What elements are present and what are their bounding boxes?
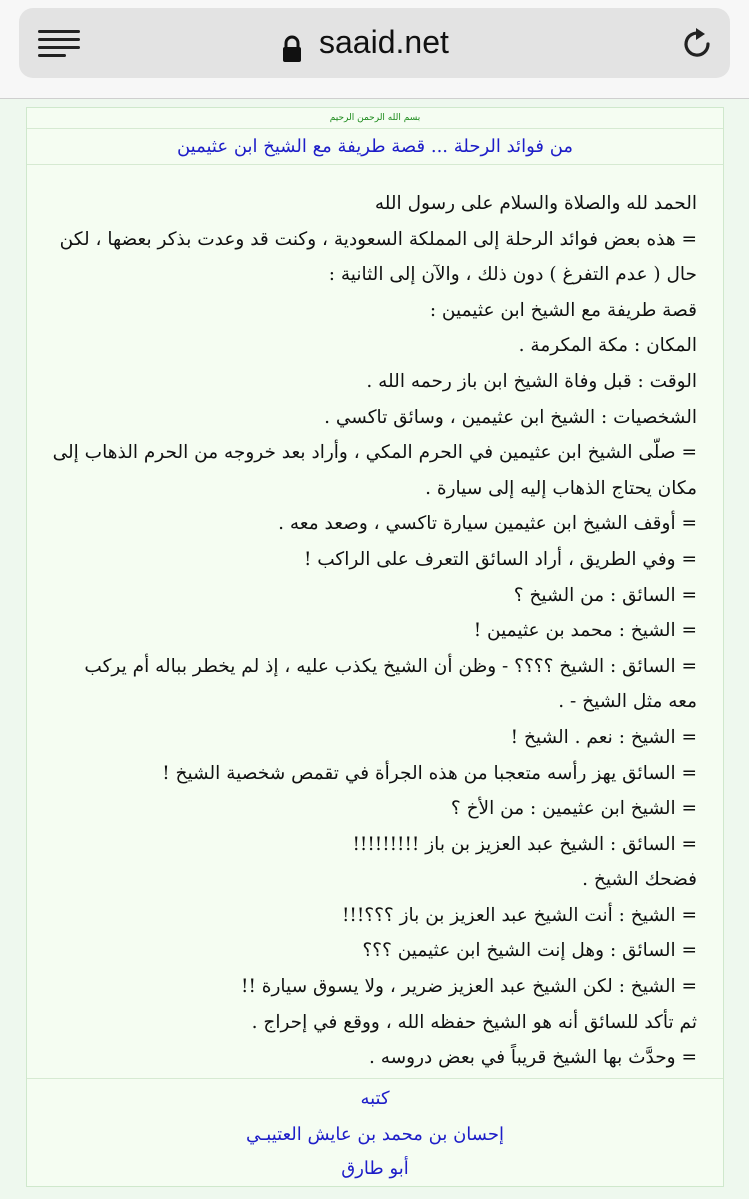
paragraph: = الشيخ : أنت الشيخ عبد العزيز بن باز ؟؟؟!!! <box>341 904 697 926</box>
paragraph: = الشيخ : لكن الشيخ عبد العزيز ضرير ، ولا يسوق سيارة !! <box>241 976 697 998</box>
article-body <box>51 186 697 1076</box>
paragraph: ثم تأكد للسائق أنه هو الشيخ حفظه الله ، ووقع في إحراج . <box>251 1011 697 1033</box>
article-title: من فوائد الرحلة ... قصة طريفة مع الشيخ ابن عثيمين <box>176 136 574 157</box>
reload-icon[interactable] <box>679 26 715 62</box>
paragraph: الحمد لله والصلاة والسلام على رسول الله <box>374 193 697 214</box>
divider <box>27 164 723 165</box>
signature-kunya: أبو طارق <box>341 1158 409 1179</box>
divider <box>27 1078 723 1079</box>
paragraph: المكان : مكة المكرمة . <box>518 335 697 357</box>
address-bar[interactable] <box>19 8 730 78</box>
paragraph: فضحك الشيخ . <box>582 869 697 891</box>
paragraph: = السائق : الشيخ عبد العزيز بن باز !!!!!!!!! <box>352 833 697 855</box>
paragraph: قصة طريفة مع الشيخ ابن عثيمين : <box>429 299 697 321</box>
lock-icon <box>282 35 302 63</box>
paragraph: = وحدَّث بها الشيخ قريباً في بعض دروسه . <box>369 1047 697 1069</box>
paragraph: = أوقف الشيخ ابن عثيمين سيارة تاكسي ، وصعد معه . <box>278 513 697 535</box>
paragraph: = السائق : من الشيخ ؟ <box>513 584 697 606</box>
paragraph: = هذه بعض فوائد الرحلة إلى المملكة السعودية ، وكنت قد وعدت بذكر بعضها ، لكن حال ( عدم التفرغ ) دون ذلك ، والآن إلى الثانية : <box>59 228 697 286</box>
article-card <box>26 107 724 1187</box>
signature-author: إحسان بن محمد بن عايش العتيبـي <box>246 1124 504 1145</box>
paragraph: = الشيخ : نعم . الشيخ ! <box>510 726 697 748</box>
paragraph: = وفي الطريق ، أراد السائق التعرف على الراكب ! <box>303 548 697 570</box>
paragraph: = السائق : وهل إنت الشيخ ابن عثيمين ؟؟؟ <box>362 940 697 962</box>
hamburger-menu-icon[interactable] <box>38 30 80 58</box>
paragraph: = صلّى الشيخ ابن عثيمين في الحرم المكي ، وأراد بعد خروجه من الحرم الذهاب إلى مكان يحتاج الذهاب إليه إلى سيارة . <box>52 442 697 499</box>
signature-wrote: كتبه <box>360 1088 390 1109</box>
url-text[interactable]: saaid.net <box>319 24 449 60</box>
browser-toolbar <box>0 0 749 99</box>
paragraph: = السائق : الشيخ ؟؟؟؟ - وظن أن الشيخ يكذب عليه ، إذ لم يخطر بباله أم يركب معه مثل الشيخ - . <box>84 655 697 713</box>
paragraph: الشخصيات : الشيخ ابن عثيمين ، وسائق تاكسي . <box>324 406 697 428</box>
paragraph: = السائق يهز رأسه متعجبا من هذه الجرأة في تقمص شخصية الشيخ ! <box>162 762 697 784</box>
paragraph: = الشيخ ابن عثيمين : من الأخ ؟ <box>450 798 697 820</box>
divider <box>27 128 723 129</box>
paragraph: = الشيخ : محمد بن عثيمين ! <box>473 620 697 642</box>
basmala: بسم الله الرحمن الرحيم <box>329 113 421 123</box>
paragraph: الوقت : قبل وفاة الشيخ ابن باز رحمه الله . <box>366 370 697 392</box>
